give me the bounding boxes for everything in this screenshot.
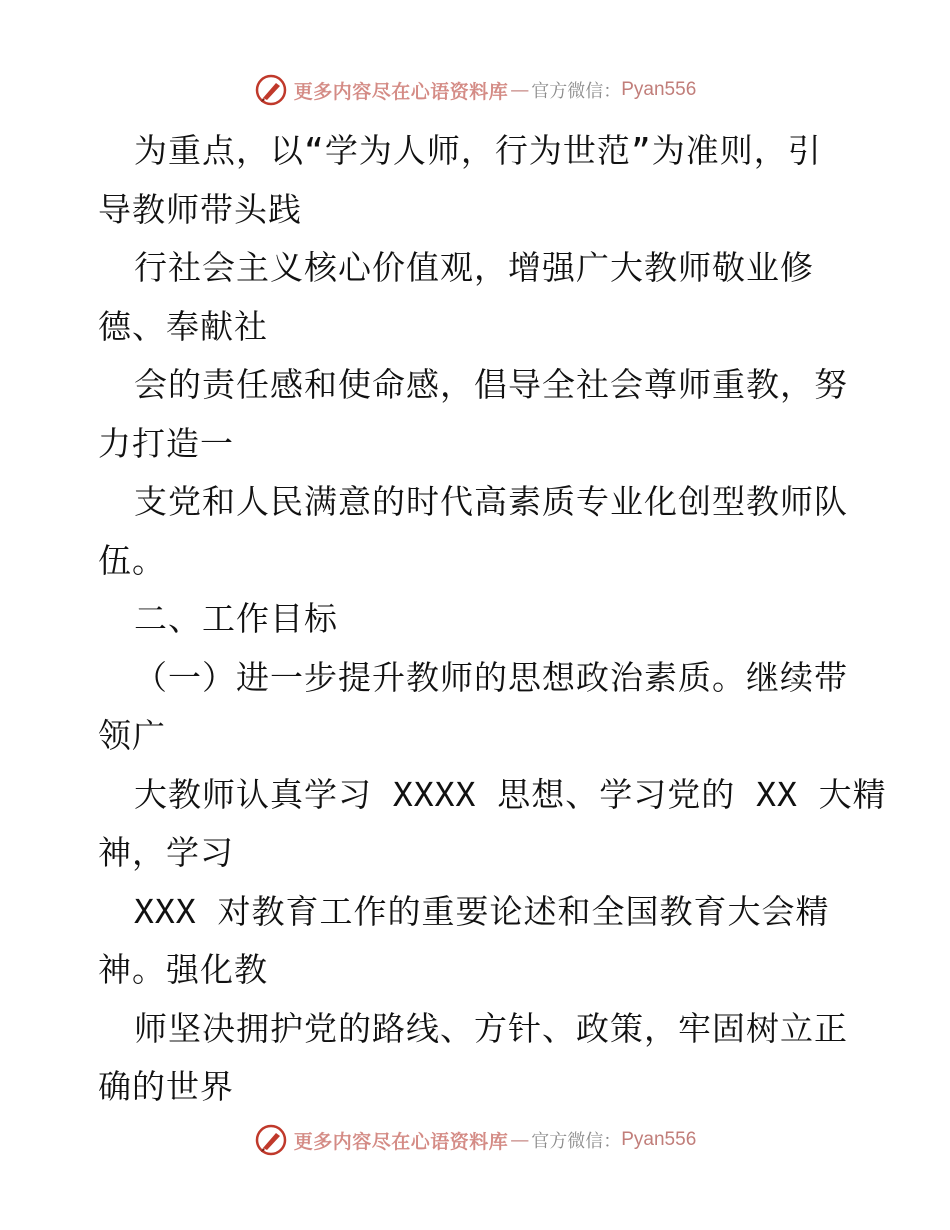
banner-wechat-label: 官方微信： <box>531 1131 622 1152</box>
banner-separator: — <box>510 79 530 101</box>
banner-separator: — <box>510 1129 530 1151</box>
pen-logo-icon <box>254 73 288 107</box>
footer-watermark-banner <box>0 1120 950 1160</box>
banner-main-text: 更多内容尽在心语资料库 <box>293 80 509 103</box>
text-line: 确的世界 <box>98 1067 234 1106</box>
header-watermark-banner <box>0 70 950 110</box>
text-line: 师坚决拥护党的路线、方针、政策，牢固树立正 <box>134 1008 848 1048</box>
text-line: 神。强化教 <box>98 950 268 989</box>
document-body <box>98 122 887 1117</box>
text-line: 会的责任感和使命感，倡导全社会尊师重教，努 <box>134 365 848 404</box>
text-line: 为重点，以“学为人师，行为世范”为准则，引 <box>134 131 822 170</box>
banner-wechat-label: 官方微信： <box>531 81 622 102</box>
text-line: 导教师带头践 <box>98 189 302 229</box>
text-line: 神，学习 <box>98 833 234 872</box>
text-line: 支党和人民满意的时代高素质专业化创型教师队 <box>134 482 848 521</box>
text-line: 力打造一 <box>98 423 234 463</box>
text-line: 大教师认真学习 XXXX 思想、学习党的 XX 大精 <box>134 774 887 814</box>
text-line: 伍。 <box>98 540 166 580</box>
section-heading: 二、工作目标 <box>134 599 338 638</box>
banner-wechat-id: Pyan556 <box>621 1129 697 1150</box>
text-line: （一）进一步提升教师的思想政治素质。继续带 <box>134 657 848 697</box>
banner-wechat-id: Pyan556 <box>621 79 697 100</box>
text-line: 德、奉献社 <box>98 306 268 346</box>
banner-main-text: 更多内容尽在心语资料库 <box>293 1130 509 1153</box>
text-line: 领广 <box>98 716 166 755</box>
text-line: 行社会主义核心价值观，增强广大教师敬业修 <box>134 248 814 287</box>
text-line: XXX 对教育工作的重要论述和全国教育大会精 <box>134 891 830 931</box>
pen-logo-icon <box>254 1123 288 1157</box>
